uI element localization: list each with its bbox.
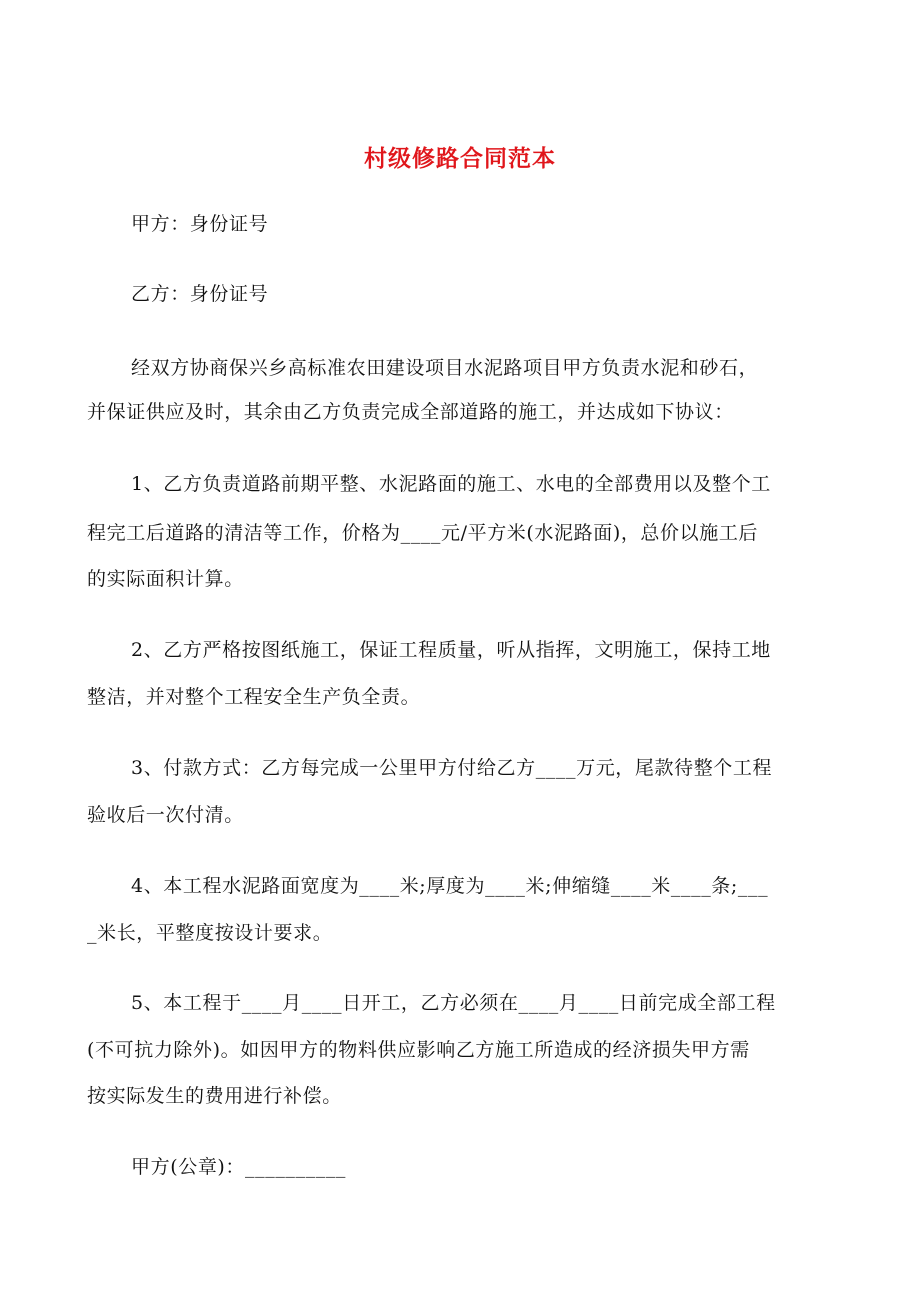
party-a-seal-line: 甲方(公章)：__________ <box>131 1156 347 1178</box>
party-b-line: 乙方：身份证号 <box>131 283 269 305</box>
clause-5-line-3: 按实际发生的费用进行补偿。 <box>87 1085 342 1107</box>
clause-1-line-2: 程完工后道路的清洁等工作，价格为____元/平方米(水泥路面)，总价以施工后 <box>87 522 759 544</box>
clause-5-line-1: 5、本工程于____月____日开工，乙方必须在____月____日前完成全部工程 <box>131 992 776 1014</box>
document-title: 村级修路合同范本 <box>364 145 556 172</box>
clause-4-line-1: 4、本工程水泥路面宽度为____米;厚度为____米;伸缩缝____米____条;___ <box>131 875 769 897</box>
clause-1-line-1: 1、乙方负责道路前期平整、水泥路面的施工、水电的全部费用以及整个工 <box>131 473 771 495</box>
clause-3-line-2: 验收后一次付清。 <box>87 804 244 826</box>
intro-line-1: 经双方协商保兴乡高标准农田建设项目水泥路项目甲方负责水泥和砂石， <box>131 357 759 379</box>
clause-2-line-1: 2、乙方严格按图纸施工，保证工程质量，听从指挥，文明施工，保持工地 <box>131 639 771 661</box>
clause-3-line-1: 3、付款方式：乙方每完成一公里甲方付给乙方____万元，尾款待整个工程 <box>131 757 773 779</box>
clause-2-line-2: 整洁，并对整个工程安全生产负全责。 <box>87 686 421 708</box>
clause-5-line-2: (不可抗力除外)。如因甲方的物料供应影响乙方施工所造成的经济损失甲方需 <box>87 1039 750 1061</box>
intro-line-2: 并保证供应及时，其余由乙方负责完成全部道路的施工，并达成如下协议： <box>87 401 734 423</box>
party-a-line: 甲方：身份证号 <box>131 213 269 235</box>
clause-4-line-2: _米长，平整度按设计要求。 <box>87 922 333 944</box>
clause-1-line-3: 的实际面积计算。 <box>87 568 244 590</box>
